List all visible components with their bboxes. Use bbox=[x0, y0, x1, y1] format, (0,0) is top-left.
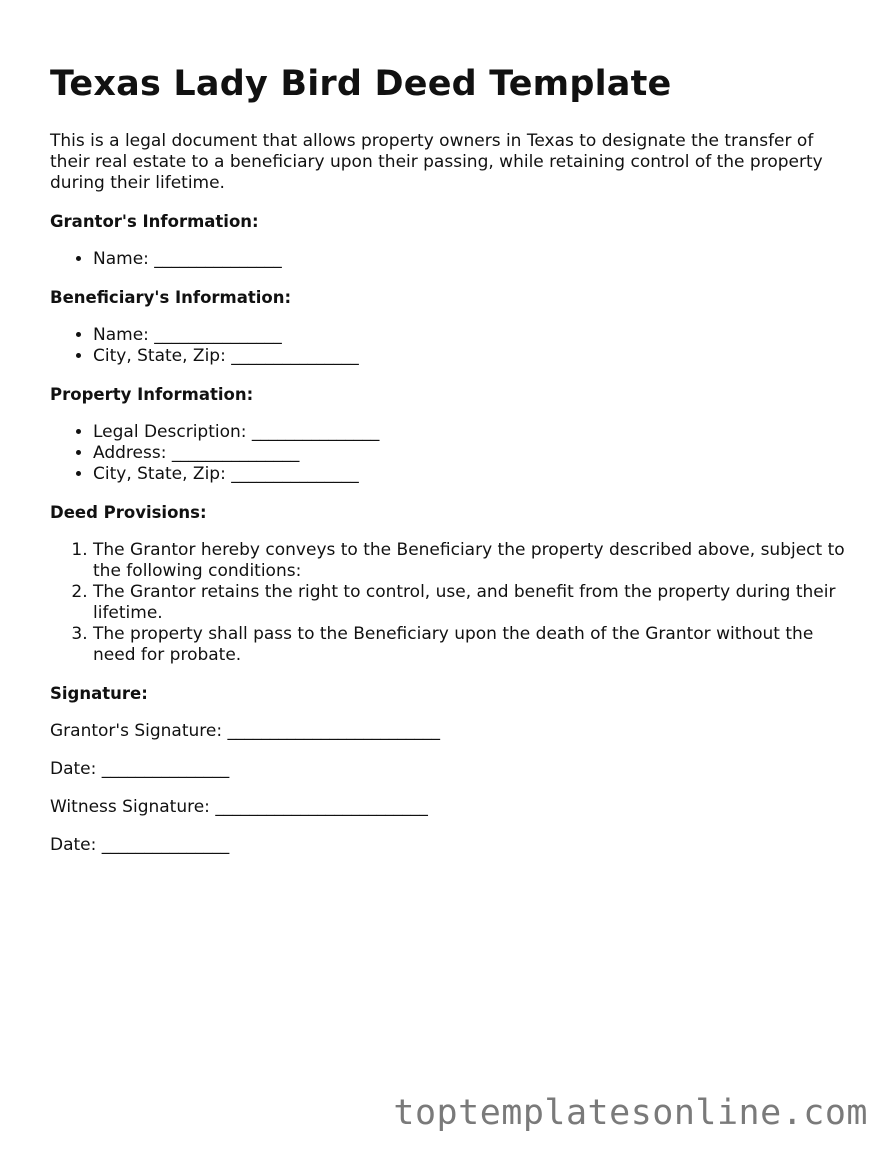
site-watermark: toptemplatesonline.com bbox=[393, 1093, 868, 1133]
grantor-date-line: Date: _______________ bbox=[50, 759, 230, 779]
document-title: Texas Lady Bird Deed Template bbox=[50, 64, 672, 104]
provision-item: 1. The Grantor hereby conveys to the Beneficiary the property described above, subject to the following conditions: bbox=[93, 540, 850, 582]
property-address-item: • Address: _______________ bbox=[93, 443, 850, 464]
property-city-item: • City, State, Zip: _______________ bbox=[93, 464, 850, 485]
property-list bbox=[50, 422, 850, 485]
property-heading: Property Information: bbox=[50, 385, 254, 404]
provision-item: 2. The Grantor retains the right to control, use, and benefit from the property during their lifetime. bbox=[93, 582, 850, 624]
beneficiary-city-item: • City, State, Zip: _______________ bbox=[93, 346, 850, 367]
document-page bbox=[50, 0, 850, 856]
property-legal-description-item: • Legal Description: _______________ bbox=[93, 422, 850, 443]
intro-paragraph: This is a legal document that allows property owners in Texas to designate the transfer of their real estate to a beneficiary upon their passing, while retaining control of the property during their lifetime. bbox=[50, 131, 823, 193]
beneficiary-name-item: • Name: _______________ bbox=[93, 325, 850, 346]
grantor-heading: Grantor's Information: bbox=[50, 212, 259, 231]
signature-heading: Signature: bbox=[50, 684, 148, 703]
witness-date-line: Date: _______________ bbox=[50, 835, 230, 855]
grantor-list bbox=[50, 249, 850, 270]
provisions-list bbox=[50, 540, 850, 666]
grantor-signature-line: Grantor's Signature: _________________________ bbox=[50, 721, 440, 741]
provisions-heading: Deed Provisions: bbox=[50, 503, 207, 522]
beneficiary-heading: Beneficiary's Information: bbox=[50, 288, 292, 307]
provision-item: 3. The property shall pass to the Beneficiary upon the death of the Grantor without the need for probate. bbox=[93, 624, 850, 666]
witness-signature-line: Witness Signature: _________________________ bbox=[50, 797, 428, 817]
beneficiary-list bbox=[50, 325, 850, 367]
grantor-name-item: • Name: _______________ bbox=[93, 249, 850, 270]
